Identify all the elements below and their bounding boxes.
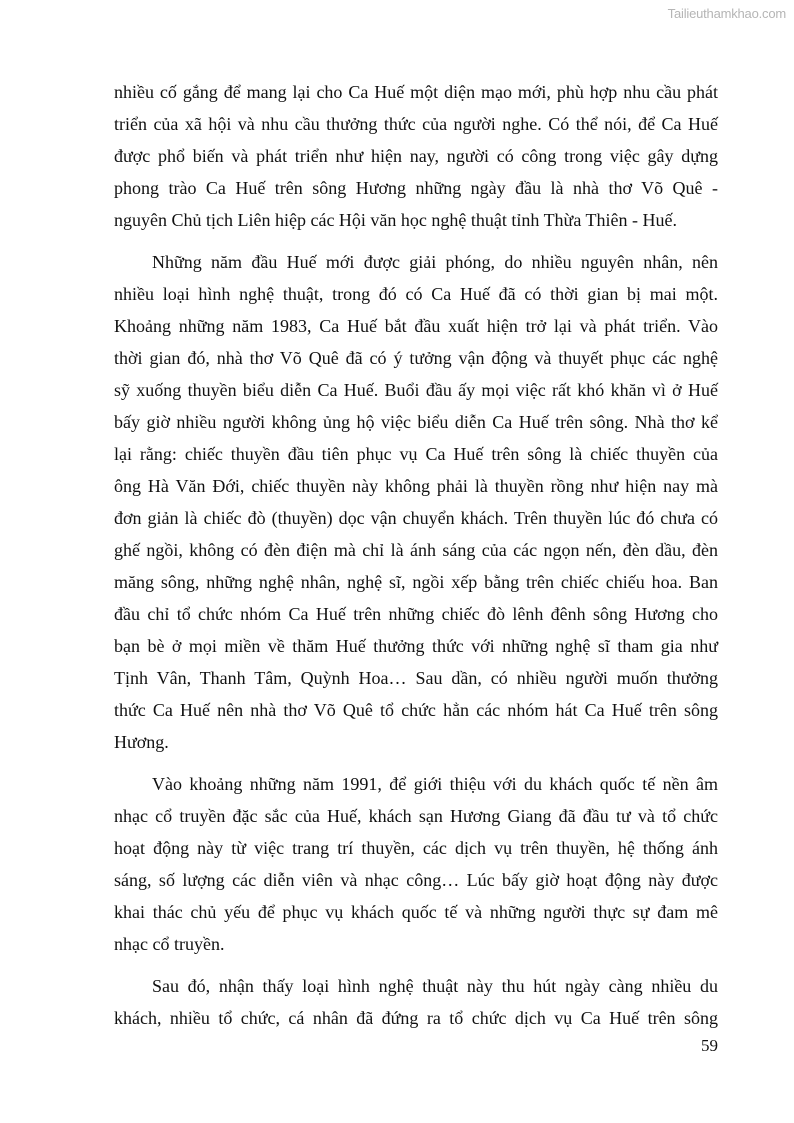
text-line: được phổ biến và phát triển như hiện nay, người có công trong việc gây dựng bbox=[114, 146, 718, 166]
text-line: nhạc cổ truyền đặc sắc của Huế, khách sạn Hương Giang đã đầu tư và tổ chức bbox=[114, 806, 718, 826]
text-line: khai thác chủ yếu để phục vụ khách quốc tế và những người thực sự đam mê bbox=[114, 902, 718, 922]
text-line: phong trào Ca Huế trên sông Hương những ngày đầu là nhà thơ Võ Quê - bbox=[114, 178, 718, 198]
text-line: Sau đó, nhận thấy loại hình nghệ thuật này thu hút ngày càng nhiều du bbox=[152, 976, 718, 996]
text-line: Khoảng những năm 1983, Ca Huế bắt đầu xuất hiện trở lại và phát triển. Vào bbox=[114, 316, 718, 336]
document-body bbox=[114, 76, 718, 1044]
text-line: măng sông, những nghệ nhân, nghệ sĩ, ngồi xếp bằng trên chiếc chiếu hoa. Ban bbox=[114, 572, 718, 592]
text-line: đầu chỉ tổ chức nhóm Ca Huế trên những chiếc đò lênh đênh sông Hương cho bbox=[114, 604, 718, 624]
text-line: thời gian đó, nhà thơ Võ Quê đã có ý tưởng vận động và thuyết phục các nghệ bbox=[114, 348, 718, 368]
text-line: nhiều cố gắng để mang lại cho Ca Huế một diện mạo mới, phù hợp nhu cầu phát bbox=[114, 82, 718, 102]
text-line: thức Ca Huế nên nhà thơ Võ Quê tổ chức hẳn các nhóm hát Ca Huế trên sông bbox=[114, 700, 718, 720]
text-line: sỹ xuống thuyền biểu diễn Ca Huế. Buổi đầu ấy mọi việc rất khó khăn vì ở Huế bbox=[114, 380, 718, 400]
text-line: nhiều loại hình nghệ thuật, trong đó có Ca Huế đã có thời gian bị mai một. bbox=[114, 284, 718, 304]
text-line: triển của xã hội và nhu cầu thưởng thức của người nghe. Có thể nói, để Ca Huế bbox=[114, 114, 718, 134]
text-line: nhạc cổ truyền. bbox=[114, 934, 225, 954]
paragraph bbox=[114, 76, 718, 236]
text-line: ông Hà Văn Đới, chiếc thuyền này không phải là thuyền rồng như hiện nay mà bbox=[114, 476, 718, 496]
paragraph bbox=[114, 970, 718, 1034]
paragraph bbox=[114, 246, 718, 758]
text-line: sáng, số lượng các diễn viên và nhạc công… Lúc bấy giờ hoạt động này được bbox=[114, 870, 718, 890]
text-line: lại rằng: chiếc thuyền đầu tiên phục vụ Ca Huế trên sông là chiếc thuyền của bbox=[114, 444, 718, 464]
text-line: nguyên Chủ tịch Liên hiệp các Hội văn học nghệ thuật tỉnh Thừa Thiên - Huế. bbox=[114, 210, 677, 230]
text-line: bấy giờ nhiều người không ủng hộ việc biểu diễn Ca Huế trên sông. Nhà thơ kể bbox=[114, 412, 718, 432]
page-number: 59 bbox=[701, 1036, 718, 1055]
text-line: bạn bè ở mọi miền về thăm Huế thưởng thức với những nghệ sĩ tham gia như bbox=[114, 636, 718, 656]
text-line: Những năm đầu Huế mới được giải phóng, do nhiều nguyên nhân, nên bbox=[152, 252, 718, 272]
watermark: Tailieuthamkhao.com bbox=[667, 6, 786, 21]
text-line: Hương. bbox=[114, 732, 169, 752]
paragraph bbox=[114, 768, 718, 960]
text-line: hoạt động này từ việc trang trí thuyền, các dịch vụ trên thuyền, hệ thống ánh bbox=[114, 838, 718, 858]
text-line: Tịnh Vân, Thanh Tâm, Quỳnh Hoa… Sau dần, có nhiều người muốn thưởng bbox=[114, 668, 718, 688]
text-line: Vào khoảng những năm 1991, để giới thiệu với du khách quốc tế nền âm bbox=[152, 774, 718, 794]
text-line: ghế ngồi, không có đèn điện mà chỉ là ánh sáng của các ngọn nến, đèn dầu, đèn bbox=[114, 540, 718, 560]
text-line: đơn giản là chiếc đò (thuyền) dọc vận chuyển khách. Trên thuyền lúc đó chưa có bbox=[114, 508, 718, 528]
text-line: khách, nhiều tổ chức, cá nhân đã đứng ra tổ chức dịch vụ Ca Huế trên sông bbox=[114, 1008, 718, 1028]
